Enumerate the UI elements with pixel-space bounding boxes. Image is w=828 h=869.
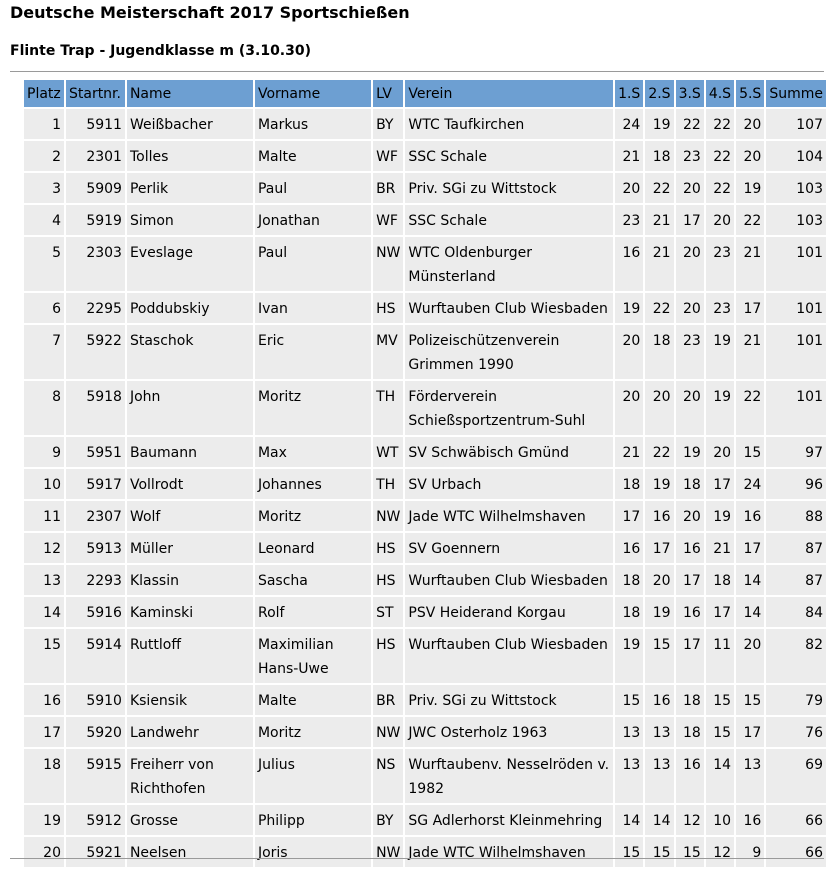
cell-startnr: 2303 xyxy=(66,237,125,291)
cell-lv: HS xyxy=(373,629,403,683)
cell-name: Baumann xyxy=(127,437,253,467)
cell-startnr: 5916 xyxy=(66,597,125,627)
cell-s3: 23 xyxy=(676,325,704,379)
col-s4-header: 4.S xyxy=(706,80,734,107)
cell-s1: 19 xyxy=(615,293,643,323)
cell-platz: 13 xyxy=(24,565,64,595)
cell-s4: 12 xyxy=(706,837,734,867)
cell-name: Perlik xyxy=(127,173,253,203)
cell-s1: 15 xyxy=(615,685,643,715)
table-row xyxy=(24,597,826,627)
cell-s1: 13 xyxy=(615,717,643,747)
cell-vorname: Joris xyxy=(255,837,371,867)
cell-summe: 103 xyxy=(766,205,826,235)
cell-s3: 20 xyxy=(676,293,704,323)
cell-s3: 15 xyxy=(676,837,704,867)
cell-s4: 23 xyxy=(706,293,734,323)
cell-s2: 15 xyxy=(645,837,673,867)
cell-s5: 20 xyxy=(736,629,764,683)
cell-s2: 13 xyxy=(645,749,673,803)
cell-s2: 20 xyxy=(645,381,673,435)
cell-name: Ksiensik xyxy=(127,685,253,715)
cell-summe: 101 xyxy=(766,293,826,323)
cell-s2: 21 xyxy=(645,237,673,291)
cell-s2: 20 xyxy=(645,565,673,595)
cell-s5: 20 xyxy=(736,109,764,139)
cell-s5: 15 xyxy=(736,437,764,467)
cell-verein: WTC Taufkirchen xyxy=(405,109,613,139)
cell-s5: 17 xyxy=(736,293,764,323)
cell-verein: SV Urbach xyxy=(405,469,613,499)
cell-summe: 87 xyxy=(766,565,826,595)
cell-s5: 16 xyxy=(736,501,764,531)
cell-startnr: 5922 xyxy=(66,325,125,379)
cell-s4: 21 xyxy=(706,533,734,563)
cell-s3: 18 xyxy=(676,685,704,715)
cell-platz: 10 xyxy=(24,469,64,499)
table-row xyxy=(24,629,826,683)
cell-s4: 10 xyxy=(706,805,734,835)
cell-s4: 15 xyxy=(706,717,734,747)
cell-s5: 15 xyxy=(736,685,764,715)
cell-verein: Jade WTC Wilhelmshaven xyxy=(405,501,613,531)
cell-s2: 15 xyxy=(645,629,673,683)
cell-name: Freiherr von Richthofen xyxy=(127,749,253,803)
cell-s1: 18 xyxy=(615,565,643,595)
cell-summe: 96 xyxy=(766,469,826,499)
cell-lv: NS xyxy=(373,749,403,803)
cell-vorname: Moritz xyxy=(255,717,371,747)
col-name-header: Name xyxy=(127,80,253,107)
col-startnr-header: Startnr. xyxy=(66,80,125,107)
cell-platz: 15 xyxy=(24,629,64,683)
cell-name: Kaminski xyxy=(127,597,253,627)
cell-vorname: Paul xyxy=(255,237,371,291)
cell-s1: 16 xyxy=(615,237,643,291)
cell-s2: 17 xyxy=(645,533,673,563)
cell-summe: 79 xyxy=(766,685,826,715)
cell-platz: 14 xyxy=(24,597,64,627)
table-row xyxy=(24,685,826,715)
cell-s3: 16 xyxy=(676,597,704,627)
cell-s4: 14 xyxy=(706,749,734,803)
cell-s4: 19 xyxy=(706,381,734,435)
cell-platz: 6 xyxy=(24,293,64,323)
cell-s4: 19 xyxy=(706,325,734,379)
col-lv-header: LV xyxy=(373,80,403,107)
cell-s3: 23 xyxy=(676,141,704,171)
table-row xyxy=(24,717,826,747)
cell-name: Grosse xyxy=(127,805,253,835)
col-verein-header: Verein xyxy=(405,80,613,107)
cell-name: Vollrodt xyxy=(127,469,253,499)
cell-s1: 14 xyxy=(615,805,643,835)
cell-s2: 16 xyxy=(645,685,673,715)
cell-name: Simon xyxy=(127,205,253,235)
cell-verein: Wurftaubenv. Nesselröden v. 1982 xyxy=(405,749,613,803)
cell-s3: 16 xyxy=(676,533,704,563)
cell-vorname: Rolf xyxy=(255,597,371,627)
cell-s4: 17 xyxy=(706,469,734,499)
cell-summe: 69 xyxy=(766,749,826,803)
top-divider xyxy=(10,71,824,72)
cell-startnr: 5918 xyxy=(66,381,125,435)
cell-s2: 13 xyxy=(645,717,673,747)
cell-s1: 18 xyxy=(615,597,643,627)
cell-verein: Wurftauben Club Wiesbaden xyxy=(405,629,613,683)
cell-verein: WTC Oldenburger Münsterland xyxy=(405,237,613,291)
cell-s4: 17 xyxy=(706,597,734,627)
cell-vorname: Moritz xyxy=(255,381,371,435)
cell-name: Ruttloff xyxy=(127,629,253,683)
cell-platz: 3 xyxy=(24,173,64,203)
cell-s2: 19 xyxy=(645,597,673,627)
cell-lv: BY xyxy=(373,109,403,139)
cell-vorname: Malte xyxy=(255,685,371,715)
cell-name: Poddubskiy xyxy=(127,293,253,323)
cell-lv: ST xyxy=(373,597,403,627)
table-row xyxy=(24,437,826,467)
cell-vorname: Malte xyxy=(255,141,371,171)
cell-summe: 107 xyxy=(766,109,826,139)
cell-s1: 18 xyxy=(615,469,643,499)
cell-s2: 18 xyxy=(645,325,673,379)
cell-verein: SV Schwäbisch Gmünd xyxy=(405,437,613,467)
cell-startnr: 2295 xyxy=(66,293,125,323)
cell-platz: 9 xyxy=(24,437,64,467)
cell-summe: 66 xyxy=(766,837,826,867)
cell-lv: WF xyxy=(373,141,403,171)
cell-vorname: Philipp xyxy=(255,805,371,835)
cell-name: Neelsen xyxy=(127,837,253,867)
competition-subtitle: Flinte Trap - Jugendklasse m (3.10.30) xyxy=(10,43,312,59)
cell-name: Staschok xyxy=(127,325,253,379)
cell-s2: 18 xyxy=(645,141,673,171)
table-row xyxy=(24,381,826,435)
cell-verein: Priv. SGi zu Wittstock xyxy=(405,173,613,203)
cell-summe: 101 xyxy=(766,237,826,291)
cell-s3: 17 xyxy=(676,205,704,235)
table-row xyxy=(24,565,826,595)
cell-s5: 16 xyxy=(736,805,764,835)
cell-name: John xyxy=(127,381,253,435)
cell-platz: 4 xyxy=(24,205,64,235)
cell-verein: Wurftauben Club Wiesbaden xyxy=(405,293,613,323)
col-summe-header: Summe xyxy=(766,80,826,107)
table-row xyxy=(24,141,826,171)
cell-lv: HS xyxy=(373,565,403,595)
cell-s4: 22 xyxy=(706,173,734,203)
cell-s5: 9 xyxy=(736,837,764,867)
cell-lv: BR xyxy=(373,173,403,203)
cell-s4: 20 xyxy=(706,205,734,235)
cell-s5: 21 xyxy=(736,325,764,379)
cell-startnr: 5951 xyxy=(66,437,125,467)
cell-verein: Jade WTC Wilhelmshaven xyxy=(405,837,613,867)
cell-s5: 22 xyxy=(736,381,764,435)
cell-s5: 14 xyxy=(736,565,764,595)
cell-s5: 17 xyxy=(736,533,764,563)
cell-s5: 17 xyxy=(736,717,764,747)
table-row xyxy=(24,805,826,835)
cell-s4: 18 xyxy=(706,565,734,595)
cell-s5: 19 xyxy=(736,173,764,203)
cell-vorname: Moritz xyxy=(255,501,371,531)
cell-s4: 15 xyxy=(706,685,734,715)
cell-lv: BR xyxy=(373,685,403,715)
header-row xyxy=(24,80,826,107)
cell-vorname: Ivan xyxy=(255,293,371,323)
table-row xyxy=(24,205,826,235)
cell-name: Tolles xyxy=(127,141,253,171)
cell-s1: 15 xyxy=(615,837,643,867)
cell-s4: 20 xyxy=(706,437,734,467)
table-row xyxy=(24,293,826,323)
cell-summe: 97 xyxy=(766,437,826,467)
cell-s5: 21 xyxy=(736,237,764,291)
cell-platz: 1 xyxy=(24,109,64,139)
cell-platz: 7 xyxy=(24,325,64,379)
cell-vorname: Leonard xyxy=(255,533,371,563)
cell-startnr: 5912 xyxy=(66,805,125,835)
cell-platz: 19 xyxy=(24,805,64,835)
cell-name: Wolf xyxy=(127,501,253,531)
cell-s5: 24 xyxy=(736,469,764,499)
cell-s3: 20 xyxy=(676,173,704,203)
cell-startnr: 5917 xyxy=(66,469,125,499)
cell-s2: 19 xyxy=(645,469,673,499)
cell-name: Landwehr xyxy=(127,717,253,747)
cell-platz: 12 xyxy=(24,533,64,563)
cell-s1: 17 xyxy=(615,501,643,531)
cell-vorname: Max xyxy=(255,437,371,467)
cell-lv: NW xyxy=(373,717,403,747)
results-body xyxy=(24,109,826,867)
cell-startnr: 2293 xyxy=(66,565,125,595)
cell-lv: NW xyxy=(373,501,403,531)
cell-startnr: 5909 xyxy=(66,173,125,203)
cell-platz: 16 xyxy=(24,685,64,715)
cell-startnr: 2307 xyxy=(66,501,125,531)
table-row xyxy=(24,837,826,867)
cell-summe: 88 xyxy=(766,501,826,531)
cell-s5: 20 xyxy=(736,141,764,171)
cell-s4: 22 xyxy=(706,109,734,139)
table-row xyxy=(24,173,826,203)
cell-summe: 101 xyxy=(766,381,826,435)
cell-vorname: Eric xyxy=(255,325,371,379)
cell-s1: 16 xyxy=(615,533,643,563)
cell-platz: 5 xyxy=(24,237,64,291)
cell-s1: 13 xyxy=(615,749,643,803)
cell-lv: NW xyxy=(373,237,403,291)
cell-s3: 22 xyxy=(676,109,704,139)
cell-name: Müller xyxy=(127,533,253,563)
cell-lv: MV xyxy=(373,325,403,379)
cell-s2: 14 xyxy=(645,805,673,835)
cell-s5: 14 xyxy=(736,597,764,627)
cell-vorname: Maximilian Hans-Uwe xyxy=(255,629,371,683)
cell-platz: 8 xyxy=(24,381,64,435)
cell-s3: 17 xyxy=(676,629,704,683)
cell-summe: 84 xyxy=(766,597,826,627)
cell-s5: 22 xyxy=(736,205,764,235)
cell-startnr: 5919 xyxy=(66,205,125,235)
cell-verein: JWC Osterholz 1963 xyxy=(405,717,613,747)
cell-s3: 20 xyxy=(676,381,704,435)
cell-s2: 21 xyxy=(645,205,673,235)
cell-summe: 103 xyxy=(766,173,826,203)
cell-verein: SG Adlerhorst Kleinmehring xyxy=(405,805,613,835)
bottom-divider xyxy=(10,858,824,859)
cell-startnr: 5911 xyxy=(66,109,125,139)
cell-lv: HS xyxy=(373,533,403,563)
col-s2-header: 2.S xyxy=(645,80,673,107)
cell-s3: 18 xyxy=(676,717,704,747)
cell-lv: TH xyxy=(373,469,403,499)
cell-s3: 19 xyxy=(676,437,704,467)
cell-s2: 22 xyxy=(645,293,673,323)
cell-lv: WF xyxy=(373,205,403,235)
cell-s3: 16 xyxy=(676,749,704,803)
cell-summe: 66 xyxy=(766,805,826,835)
cell-startnr: 5913 xyxy=(66,533,125,563)
cell-s2: 19 xyxy=(645,109,673,139)
cell-s1: 20 xyxy=(615,325,643,379)
cell-lv: NW xyxy=(373,837,403,867)
cell-s4: 22 xyxy=(706,141,734,171)
results-table xyxy=(22,78,828,869)
cell-verein: Priv. SGi zu Wittstock xyxy=(405,685,613,715)
cell-s2: 22 xyxy=(645,437,673,467)
cell-s1: 21 xyxy=(615,141,643,171)
cell-s4: 19 xyxy=(706,501,734,531)
cell-s2: 16 xyxy=(645,501,673,531)
table-row xyxy=(24,501,826,531)
cell-lv: TH xyxy=(373,381,403,435)
cell-verein: SSC Schale xyxy=(405,141,613,171)
col-platz-header: Platz xyxy=(24,80,64,107)
cell-summe: 104 xyxy=(766,141,826,171)
cell-s1: 23 xyxy=(615,205,643,235)
cell-verein: SSC Schale xyxy=(405,205,613,235)
cell-s3: 20 xyxy=(676,501,704,531)
cell-startnr: 2301 xyxy=(66,141,125,171)
cell-s2: 22 xyxy=(645,173,673,203)
table-row xyxy=(24,533,826,563)
cell-lv: WT xyxy=(373,437,403,467)
col-s3-header: 3.S xyxy=(676,80,704,107)
cell-s3: 18 xyxy=(676,469,704,499)
table-row xyxy=(24,325,826,379)
col-s1-header: 1.S xyxy=(615,80,643,107)
cell-name: Weißbacher xyxy=(127,109,253,139)
table-row xyxy=(24,109,826,139)
cell-s5: 13 xyxy=(736,749,764,803)
cell-s1: 20 xyxy=(615,381,643,435)
cell-summe: 82 xyxy=(766,629,826,683)
cell-vorname: Sascha xyxy=(255,565,371,595)
cell-startnr: 5915 xyxy=(66,749,125,803)
cell-s1: 20 xyxy=(615,173,643,203)
cell-startnr: 5914 xyxy=(66,629,125,683)
cell-lv: HS xyxy=(373,293,403,323)
cell-name: Klassin xyxy=(127,565,253,595)
cell-platz: 17 xyxy=(24,717,64,747)
cell-summe: 76 xyxy=(766,717,826,747)
cell-verein: Polizeischützenverein Grimmen 1990 xyxy=(405,325,613,379)
cell-lv: BY xyxy=(373,805,403,835)
cell-s4: 23 xyxy=(706,237,734,291)
col-s5-header: 5.S xyxy=(736,80,764,107)
cell-s3: 12 xyxy=(676,805,704,835)
cell-s1: 21 xyxy=(615,437,643,467)
cell-startnr: 5920 xyxy=(66,717,125,747)
cell-s3: 20 xyxy=(676,237,704,291)
cell-s4: 11 xyxy=(706,629,734,683)
cell-platz: 20 xyxy=(24,837,64,867)
cell-s1: 24 xyxy=(615,109,643,139)
table-row xyxy=(24,749,826,803)
cell-name: Eveslage xyxy=(127,237,253,291)
cell-platz: 18 xyxy=(24,749,64,803)
col-vorname-header: Vorname xyxy=(255,80,371,107)
table-row xyxy=(24,237,826,291)
cell-vorname: Jonathan xyxy=(255,205,371,235)
cell-platz: 2 xyxy=(24,141,64,171)
cell-verein: Wurftauben Club Wiesbaden xyxy=(405,565,613,595)
cell-vorname: Julius xyxy=(255,749,371,803)
cell-vorname: Paul xyxy=(255,173,371,203)
cell-summe: 101 xyxy=(766,325,826,379)
cell-vorname: Johannes xyxy=(255,469,371,499)
table-row xyxy=(24,469,826,499)
cell-summe: 87 xyxy=(766,533,826,563)
cell-verein: Förderverein Schießsportzentrum-Suhl xyxy=(405,381,613,435)
cell-platz: 11 xyxy=(24,501,64,531)
cell-startnr: 5921 xyxy=(66,837,125,867)
cell-verein: PSV Heiderand Korgau xyxy=(405,597,613,627)
cell-s1: 19 xyxy=(615,629,643,683)
cell-verein: SV Goennern xyxy=(405,533,613,563)
cell-startnr: 5910 xyxy=(66,685,125,715)
page-title: Deutsche Meisterschaft 2017 Sportschießen xyxy=(10,3,410,22)
cell-s3: 17 xyxy=(676,565,704,595)
cell-vorname: Markus xyxy=(255,109,371,139)
